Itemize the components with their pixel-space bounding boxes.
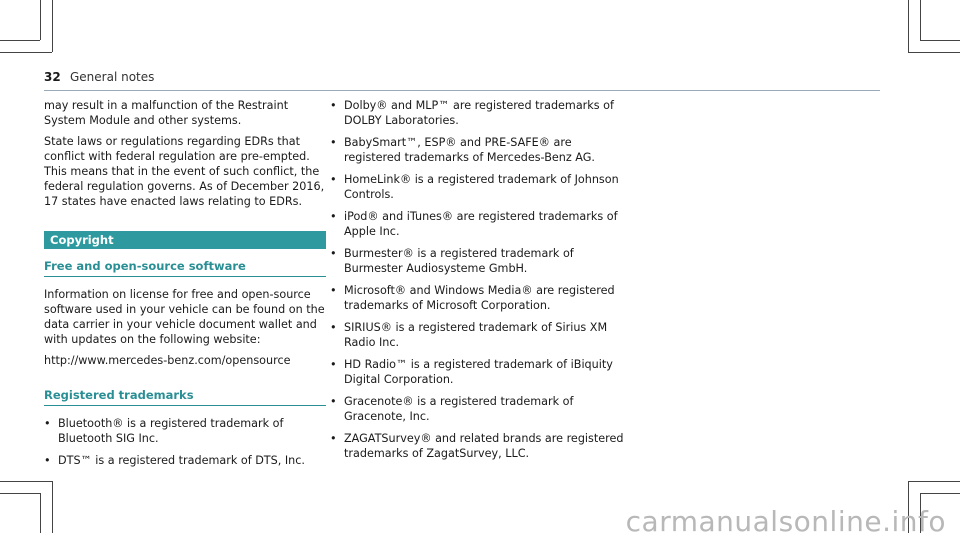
page-number: 32 (44, 70, 61, 84)
free-software-heading: Free and open-source software (44, 259, 326, 277)
crop-mark (0, 481, 52, 482)
bullet-icon: • (330, 247, 337, 260)
free-software-body: Information on license for free and open-source software used in your vehicle can be found on the data carrier in your vehicle document wallet and with updates on the following website: (44, 288, 325, 346)
crop-mark (40, 493, 41, 533)
list-item: • Bluetooth® is a registered trademark of Bluetooth SIG Inc. (44, 417, 284, 445)
list-item: • BabySmart™, ESP® and PRE-SAFE® are registered trademarks of Mercedes-Benz AG. (330, 136, 595, 164)
crop-mark (40, 0, 41, 40)
crop-mark (920, 0, 921, 40)
page-header (44, 68, 880, 91)
list-item: • SIRIUS® is a registered trademark of Sirius XM Radio Inc. (330, 321, 608, 349)
trademarks-heading: Registered trademarks (44, 388, 326, 406)
bullet-icon: • (330, 173, 337, 186)
opensource-url: http://www.mercedes-benz.com/opensource (44, 354, 291, 367)
crop-mark (52, 481, 53, 533)
crop-mark (0, 52, 52, 53)
crop-mark (920, 40, 960, 41)
copyright-heading: Copyright (44, 231, 326, 249)
trademark-list-left (44, 416, 326, 468)
list-item: • iPod® and iTunes® are registered trademarks of Apple Inc. (330, 210, 618, 238)
bullet-icon: • (44, 417, 51, 430)
crop-mark (920, 493, 960, 494)
bullet-icon: • (330, 99, 337, 112)
right-column (330, 98, 630, 468)
list-item: • Gracenote® is a registered trademark of Gracenote, Inc. (330, 395, 574, 423)
list-item: • HD Radio™ is a registered trademark of iBiquity Digital Corporation. (330, 358, 613, 386)
intro-paragraph: may result in a malfunction of the Restraint System Module and other systems. (44, 99, 289, 127)
section-title: General notes (70, 70, 155, 84)
bullet-icon: • (330, 432, 337, 445)
watermark: carmanualsonline.info (625, 505, 946, 538)
bullet-icon: • (330, 321, 337, 334)
bullet-icon: • (330, 136, 337, 149)
crop-mark (908, 52, 960, 53)
crop-mark (908, 0, 909, 52)
bullet-icon: • (330, 358, 337, 371)
list-item: • Microsoft® and Windows Media® are registered trademarks of Microsoft Corporation. (330, 284, 615, 312)
crop-mark (908, 481, 960, 482)
crop-mark (0, 493, 40, 494)
list-item: • Burmester® is a registered trademark of Burmester Audiosysteme GmbH. (330, 247, 574, 275)
list-item: • HomeLink® is a registered trademark of Johnson Controls. (330, 173, 619, 201)
bullet-icon: • (330, 284, 337, 297)
trademark-list-right (330, 98, 630, 461)
intro-paragraph: State laws or regulations regarding EDRs that conflict with federal regulation are pre-empted. This means that in the event of such conflict, the federal regulation governs. As of December 2016, 17 states have enacted laws relating to EDRs. (44, 135, 325, 208)
list-item: • Dolby® and MLP™ are registered trademarks of DOLBY Laboratories. (330, 99, 614, 127)
crop-mark (0, 40, 40, 41)
bullet-icon: • (330, 395, 337, 408)
list-item: • DTS™ is a registered trademark of DTS, Inc. (44, 454, 305, 467)
bullet-icon: • (44, 454, 51, 467)
crop-mark (52, 0, 53, 52)
list-item: • ZAGATSurvey® and related brands are registered trademarks of ZagatSurvey, LLC. (330, 432, 624, 460)
bullet-icon: • (330, 210, 337, 223)
left-column (44, 98, 326, 475)
